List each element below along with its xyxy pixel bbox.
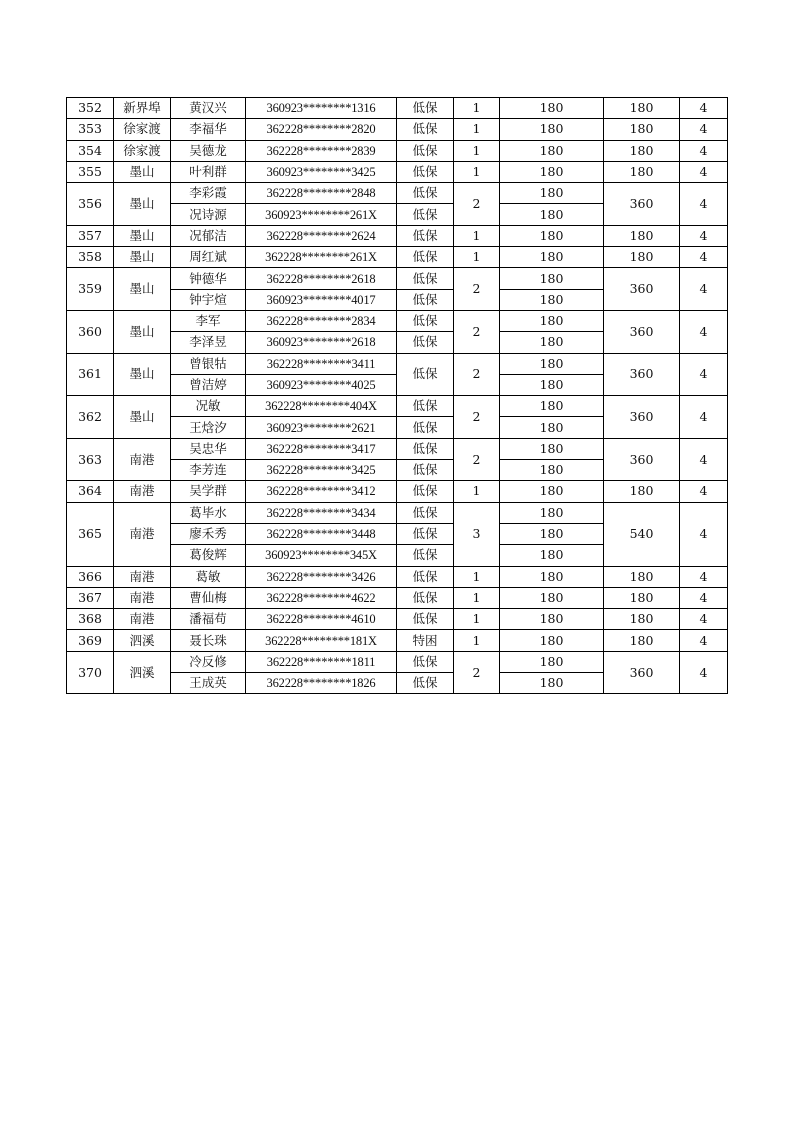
months: 4 <box>680 161 728 182</box>
record-number: 365 <box>67 502 114 566</box>
household-count: 1 <box>454 225 500 246</box>
person-name: 王焓汐 <box>171 417 246 438</box>
table-row <box>67 119 728 140</box>
assistance-type: 低保 <box>397 587 454 608</box>
total-amount: 180 <box>604 609 680 630</box>
record-number: 361 <box>67 353 114 396</box>
id-number: 360923********4017 <box>246 289 397 310</box>
id-number: 362228********2820 <box>246 119 397 140</box>
town-name: 墨山 <box>114 310 171 353</box>
monthly-amount: 180 <box>500 119 604 140</box>
monthly-amount: 180 <box>500 630 604 651</box>
household-count: 3 <box>454 502 500 566</box>
record-number: 360 <box>67 310 114 353</box>
person-name: 李芳连 <box>171 460 246 481</box>
monthly-amount: 180 <box>500 481 604 502</box>
person-name: 周红斌 <box>171 247 246 268</box>
record-number: 369 <box>67 630 114 651</box>
assistance-type: 低保 <box>397 289 454 310</box>
person-name: 葛毕水 <box>171 502 246 523</box>
household-count: 1 <box>454 630 500 651</box>
assistance-type: 低保 <box>397 161 454 182</box>
monthly-amount: 180 <box>500 374 604 395</box>
town-name: 墨山 <box>114 225 171 246</box>
monthly-amount: 180 <box>500 502 604 523</box>
table-row <box>67 438 728 459</box>
monthly-amount: 180 <box>500 225 604 246</box>
record-number: 358 <box>67 247 114 268</box>
months: 4 <box>680 310 728 353</box>
person-name: 曾银牯 <box>171 353 246 374</box>
household-count: 1 <box>454 98 500 119</box>
months: 4 <box>680 119 728 140</box>
person-name: 钟德华 <box>171 268 246 289</box>
record-number: 357 <box>67 225 114 246</box>
total-amount: 360 <box>604 353 680 396</box>
monthly-amount: 180 <box>500 651 604 672</box>
record-number: 354 <box>67 140 114 161</box>
id-number: 362228********3412 <box>246 481 397 502</box>
total-amount: 360 <box>604 651 680 694</box>
record-number: 367 <box>67 587 114 608</box>
table-row <box>67 268 728 289</box>
person-name: 况郁洁 <box>171 225 246 246</box>
months: 4 <box>680 587 728 608</box>
person-name: 王成英 <box>171 673 246 694</box>
person-name: 李泽昱 <box>171 332 246 353</box>
months: 4 <box>680 481 728 502</box>
town-name: 墨山 <box>114 353 171 396</box>
household-count: 1 <box>454 587 500 608</box>
months: 4 <box>680 438 728 481</box>
monthly-amount: 180 <box>500 353 604 374</box>
household-count: 1 <box>454 119 500 140</box>
id-number: 362228********3426 <box>246 566 397 587</box>
id-number: 362228********404X <box>246 396 397 417</box>
person-name: 廖禾秀 <box>171 523 246 544</box>
total-amount: 360 <box>604 268 680 311</box>
person-name: 吴忠华 <box>171 438 246 459</box>
assistance-type: 低保 <box>397 417 454 438</box>
assistance-type: 低保 <box>397 247 454 268</box>
assistance-type: 低保 <box>397 183 454 204</box>
months: 4 <box>680 268 728 311</box>
total-amount: 180 <box>604 119 680 140</box>
person-name: 况诗源 <box>171 204 246 225</box>
table-row <box>67 396 728 417</box>
town-name: 墨山 <box>114 161 171 182</box>
total-amount: 180 <box>604 225 680 246</box>
person-name: 李彩霞 <box>171 183 246 204</box>
assistance-type: 低保 <box>397 204 454 225</box>
assistance-type: 低保 <box>397 353 454 396</box>
total-amount: 180 <box>604 98 680 119</box>
household-count: 2 <box>454 396 500 439</box>
id-number: 360923********4025 <box>246 374 397 395</box>
relief-table <box>66 97 728 694</box>
table-row <box>67 587 728 608</box>
table-row <box>67 183 728 204</box>
id-number: 362228********181X <box>246 630 397 651</box>
table-row <box>67 140 728 161</box>
household-count: 1 <box>454 140 500 161</box>
total-amount: 180 <box>604 247 680 268</box>
person-name: 曾洁婷 <box>171 374 246 395</box>
person-name: 黄汉兴 <box>171 98 246 119</box>
person-name: 吴学群 <box>171 481 246 502</box>
town-name: 南港 <box>114 481 171 502</box>
monthly-amount: 180 <box>500 438 604 459</box>
table-row <box>67 502 728 523</box>
table-row <box>67 630 728 651</box>
monthly-amount: 180 <box>500 545 604 566</box>
assistance-type: 低保 <box>397 566 454 587</box>
monthly-amount: 180 <box>500 268 604 289</box>
town-name: 墨山 <box>114 268 171 311</box>
monthly-amount: 180 <box>500 332 604 353</box>
household-count: 1 <box>454 247 500 268</box>
id-number: 362228********2848 <box>246 183 397 204</box>
person-name: 叶利群 <box>171 161 246 182</box>
record-number: 359 <box>67 268 114 311</box>
record-number: 353 <box>67 119 114 140</box>
id-number: 362228********3434 <box>246 502 397 523</box>
town-name: 南港 <box>114 566 171 587</box>
assistance-type: 低保 <box>397 523 454 544</box>
household-count: 2 <box>454 438 500 481</box>
id-number: 360923********3425 <box>246 161 397 182</box>
table-row <box>67 353 728 374</box>
id-number: 362228********2834 <box>246 310 397 331</box>
id-number: 362228********3448 <box>246 523 397 544</box>
household-count: 1 <box>454 566 500 587</box>
person-name: 吴德龙 <box>171 140 246 161</box>
months: 4 <box>680 630 728 651</box>
household-count: 2 <box>454 183 500 226</box>
months: 4 <box>680 98 728 119</box>
id-number: 362228********4610 <box>246 609 397 630</box>
id-number: 360923********261X <box>246 204 397 225</box>
table-body <box>67 98 728 694</box>
id-number: 362228********2839 <box>246 140 397 161</box>
assistance-type: 低保 <box>397 651 454 672</box>
record-number: 363 <box>67 438 114 481</box>
months: 4 <box>680 609 728 630</box>
person-name: 李军 <box>171 310 246 331</box>
total-amount: 180 <box>604 630 680 651</box>
person-name: 葛俊辉 <box>171 545 246 566</box>
household-count: 1 <box>454 481 500 502</box>
person-name: 冷反修 <box>171 651 246 672</box>
table-row <box>67 481 728 502</box>
id-number: 360923********2618 <box>246 332 397 353</box>
table-row <box>67 651 728 672</box>
assistance-type: 低保 <box>397 481 454 502</box>
monthly-amount: 180 <box>500 289 604 310</box>
id-number: 360923********345X <box>246 545 397 566</box>
monthly-amount: 180 <box>500 673 604 694</box>
months: 4 <box>680 353 728 396</box>
months: 4 <box>680 502 728 566</box>
town-name: 南港 <box>114 587 171 608</box>
monthly-amount: 180 <box>500 523 604 544</box>
household-count: 2 <box>454 310 500 353</box>
months: 4 <box>680 651 728 694</box>
id-number: 360923********1316 <box>246 98 397 119</box>
town-name: 墨山 <box>114 183 171 226</box>
person-name: 曹仙梅 <box>171 587 246 608</box>
monthly-amount: 180 <box>500 609 604 630</box>
town-name: 徐家渡 <box>114 140 171 161</box>
monthly-amount: 180 <box>500 587 604 608</box>
monthly-amount: 180 <box>500 204 604 225</box>
person-name: 李福华 <box>171 119 246 140</box>
assistance-type: 低保 <box>397 310 454 331</box>
total-amount: 180 <box>604 566 680 587</box>
town-name: 南港 <box>114 609 171 630</box>
record-number: 362 <box>67 396 114 439</box>
town-name: 南港 <box>114 502 171 566</box>
monthly-amount: 180 <box>500 183 604 204</box>
table-row <box>67 609 728 630</box>
monthly-amount: 180 <box>500 310 604 331</box>
total-amount: 180 <box>604 140 680 161</box>
months: 4 <box>680 247 728 268</box>
assistance-type: 低保 <box>397 140 454 161</box>
assistance-type: 低保 <box>397 396 454 417</box>
town-name: 新界埠 <box>114 98 171 119</box>
months: 4 <box>680 183 728 226</box>
id-number: 362228********2624 <box>246 225 397 246</box>
monthly-amount: 180 <box>500 247 604 268</box>
id-number: 362228********1811 <box>246 651 397 672</box>
person-name: 潘福苟 <box>171 609 246 630</box>
id-number: 362228********3417 <box>246 438 397 459</box>
household-count: 2 <box>454 268 500 311</box>
household-count: 2 <box>454 651 500 694</box>
id-number: 362228********3425 <box>246 460 397 481</box>
record-number: 355 <box>67 161 114 182</box>
person-name: 况敏 <box>171 396 246 417</box>
assistance-type: 特困 <box>397 630 454 651</box>
monthly-amount: 180 <box>500 417 604 438</box>
record-number: 366 <box>67 566 114 587</box>
assistance-type: 低保 <box>397 98 454 119</box>
town-name: 泗溪 <box>114 651 171 694</box>
table-row <box>67 225 728 246</box>
total-amount: 180 <box>604 161 680 182</box>
total-amount: 360 <box>604 396 680 439</box>
person-name: 聂长珠 <box>171 630 246 651</box>
assistance-type: 低保 <box>397 609 454 630</box>
record-number: 352 <box>67 98 114 119</box>
record-number: 356 <box>67 183 114 226</box>
town-name: 泗溪 <box>114 630 171 651</box>
monthly-amount: 180 <box>500 396 604 417</box>
months: 4 <box>680 140 728 161</box>
assistance-type: 低保 <box>397 460 454 481</box>
months: 4 <box>680 396 728 439</box>
table-row <box>67 161 728 182</box>
total-amount: 360 <box>604 183 680 226</box>
town-name: 墨山 <box>114 396 171 439</box>
id-number: 362228********4622 <box>246 587 397 608</box>
table-row <box>67 566 728 587</box>
household-count: 2 <box>454 353 500 396</box>
total-amount: 360 <box>604 438 680 481</box>
record-number: 370 <box>67 651 114 694</box>
monthly-amount: 180 <box>500 161 604 182</box>
id-number: 360923********2621 <box>246 417 397 438</box>
town-name: 墨山 <box>114 247 171 268</box>
table-row <box>67 310 728 331</box>
id-number: 362228********3411 <box>246 353 397 374</box>
household-count: 1 <box>454 609 500 630</box>
table-row <box>67 98 728 119</box>
total-amount: 180 <box>604 587 680 608</box>
household-count: 1 <box>454 161 500 182</box>
record-number: 368 <box>67 609 114 630</box>
monthly-amount: 180 <box>500 566 604 587</box>
monthly-amount: 180 <box>500 140 604 161</box>
id-number: 362228********2618 <box>246 268 397 289</box>
id-number: 362228********261X <box>246 247 397 268</box>
id-number: 362228********1826 <box>246 673 397 694</box>
assistance-type: 低保 <box>397 268 454 289</box>
assistance-type: 低保 <box>397 438 454 459</box>
monthly-amount: 180 <box>500 460 604 481</box>
assistance-type: 低保 <box>397 545 454 566</box>
assistance-type: 低保 <box>397 673 454 694</box>
assistance-type: 低保 <box>397 225 454 246</box>
assistance-type: 低保 <box>397 119 454 140</box>
months: 4 <box>680 566 728 587</box>
town-name: 南港 <box>114 438 171 481</box>
person-name: 钟宇煊 <box>171 289 246 310</box>
assistance-type: 低保 <box>397 502 454 523</box>
assistance-type: 低保 <box>397 332 454 353</box>
monthly-amount: 180 <box>500 98 604 119</box>
total-amount: 180 <box>604 481 680 502</box>
total-amount: 360 <box>604 310 680 353</box>
months: 4 <box>680 225 728 246</box>
total-amount: 540 <box>604 502 680 566</box>
record-number: 364 <box>67 481 114 502</box>
person-name: 葛敏 <box>171 566 246 587</box>
town-name: 徐家渡 <box>114 119 171 140</box>
table-row <box>67 247 728 268</box>
